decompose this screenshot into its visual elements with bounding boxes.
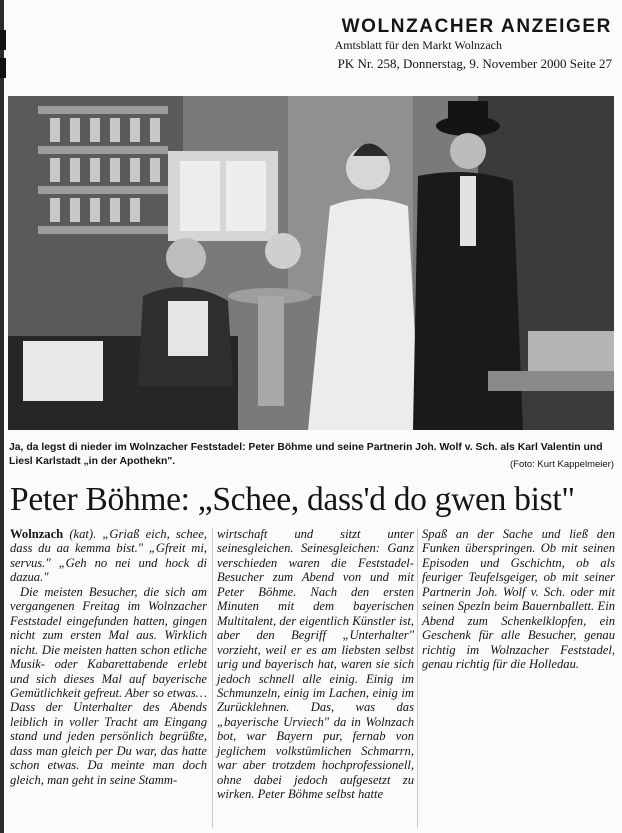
paper-name: WOLNZACHER ANZEIGER [341,16,612,37]
article-column-1 [10,527,207,787]
article-paragraph: wirtschaft und sitzt unter seinesgleichen. Seinesgleichen: Ganz verschieden waren die Feststadel-Besucher zum Abend von und mit Peter Böhme. Nach den ersten Minuten mit dem bayerischen Multitalent, der eigentlich Künstler ist, aber den Begriff „Unterhalter" vorzieht, weil er es am liebsten selbst urig und bayerisch hat, waren sie sich jedoch schnell alle einig. Einig im Schmunzeln, einig im Lachen, einig im Zurücklehnen. Das, was das „bayerische Urviech" da in Wolnzach bot, war Bayern pur, fernab von jeglichem volkstümlichen Schmarrn, war aber trotzdem hochprofessionell, ohne dabei jedoch aufgesetzt zu wirken. Peter Böhme selbst hatte [217,527,414,802]
article-paragraph-text: (kat). „Griaß eich, schee, dass du aa kemma bist." „Gfreit mi, servus." „Geh no nei und hock di dazua." [10,527,207,585]
article-column-3 [422,527,615,672]
article-headline: Peter Böhme: „Schee, dass'd do gwen bist" [10,481,575,518]
article-dateline: Wolnzach [10,527,64,541]
photo-credit: (Foto: Kurt Kappelmeier) [509,459,614,470]
article-paragraph: Spaß an der Sache und ließ den Funken überspringen. Ob mit seinen Episoden und Gschichtn, ob als feuriger Teufelsgeiger, ob mit seiner Partnerin Joh. Wolf v. Sch. oder mit seinen Spezln beim Bauernballett. Ein Abend zum Schenkelklopfen, ein Geschenk für alle Besucher, genau richtig im Wolnzacher Feststadel, genau richtig für die Holledau. [422,527,615,672]
scan-edge-mark [0,58,6,78]
column-rule [212,528,213,828]
photo-caption: Ja, da legst di nieder im Wolnzacher Feststadel: Peter Böhme und seine Partnerin Joh. Wolf v. Sch. als Karl Valentin und Liesl Karlstadt „in der Apothekn". [9,442,603,467]
official-gazette-line: Amtsblatt für den Markt Wolnzach [334,38,502,52]
issue-line: PK Nr. 258, Donnerstag, 9. November 2000 Seite 27 [337,56,612,71]
masthead [192,16,612,72]
column-rule [417,528,418,828]
article-paragraph [10,527,207,585]
article-photo [8,96,614,430]
article-column-2 [217,527,414,802]
scan-edge-mark [0,30,6,50]
article-paragraph: Die meisten Besucher, die sich am vergangenen Freitag im Wolnzacher Feststadel eingefunden hatten, gingen nicht zum ersten Mal aus. Wirklich nicht. Die meisten hatten schon etliche Musik- oder Kabarettabende erlebt und sich dieses Mal auf bayerische Gemütlichkeit gefreut. Aber so etwas… Dass der Unterhalter des Abends leiblich in voller Tracht am Eingang stand und jeden persönlich begrüßte, dass man gleich per Du war, das hatte schon etwas. Da meinte man doch gleich, man geht in seine Stamm- [10,584,207,787]
stage-photo-illustration [8,96,614,430]
